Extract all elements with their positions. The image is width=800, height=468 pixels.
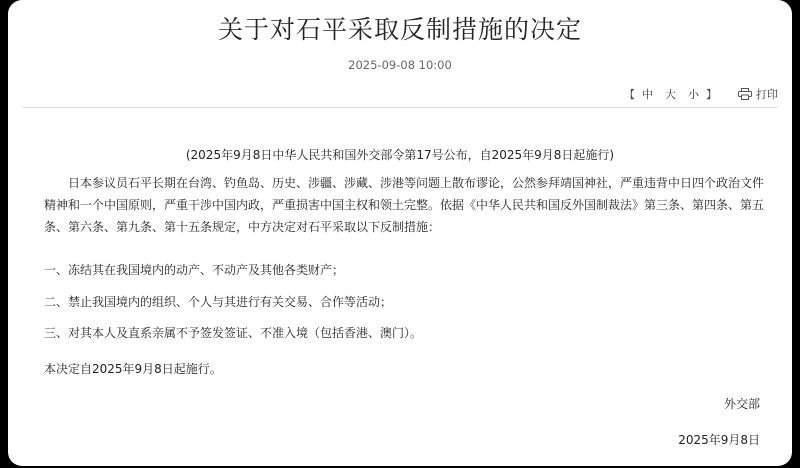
article-toolbar [623,86,778,102]
divider [22,107,778,108]
page-title: 关于对石平采取反制措施的决定 [217,15,582,44]
measure-item-1: 一、冻结其在我国境内的动产、不动产及其他各类财产； [44,263,345,277]
publish-datetime: 2025-09-08 10:00 [348,58,452,72]
bracket-open: 【 [624,88,635,101]
intro-paragraph: 日本参议员石平长期在台湾、钓鱼岛、历史、涉疆、涉藏、涉港等问题上散布谬论，公然参拜靖国神社，严重违背中日四个政治文件精神和一个中国原则，严重干涉中国内政，严重损害中国主权和领土完整。依据《中华人民共和国反外国制裁法》第三条、第四条、第五条、第六条、第九条、第十五条规定，中方决定对石平采取以下反制措施： [44,176,765,234]
measure-item-3: 三、对其本人及直系亲属不予签发签证、不准入境（包括香港、澳门）。 [44,326,423,340]
font-size-medium-button[interactable]: 大 [665,88,676,101]
article-body [44,172,772,376]
effective-statement: 本决定自2025年9月8日起施行。 [44,362,222,376]
print-button[interactable] [738,86,778,102]
document-page [8,0,792,466]
font-size-small-button[interactable]: 小 [688,88,699,101]
bracket-close: 】 [706,88,717,101]
measure-item-2: 二、禁止我国境内的组织、个人与其进行有关交易、合作等活动； [44,295,393,309]
font-size-large-button[interactable]: 中 [642,88,653,101]
font-size-switcher [623,86,718,102]
printer-icon [738,88,752,100]
print-label: 打印 [756,88,778,101]
issuer-name: 外交部 [723,397,760,411]
issue-date: 2025年9月8日 [678,433,760,447]
decree-subtitle: (2025年9月8日中华人民共和国外交部令第17号公布，自2025年9月8日起施行) [185,148,615,162]
